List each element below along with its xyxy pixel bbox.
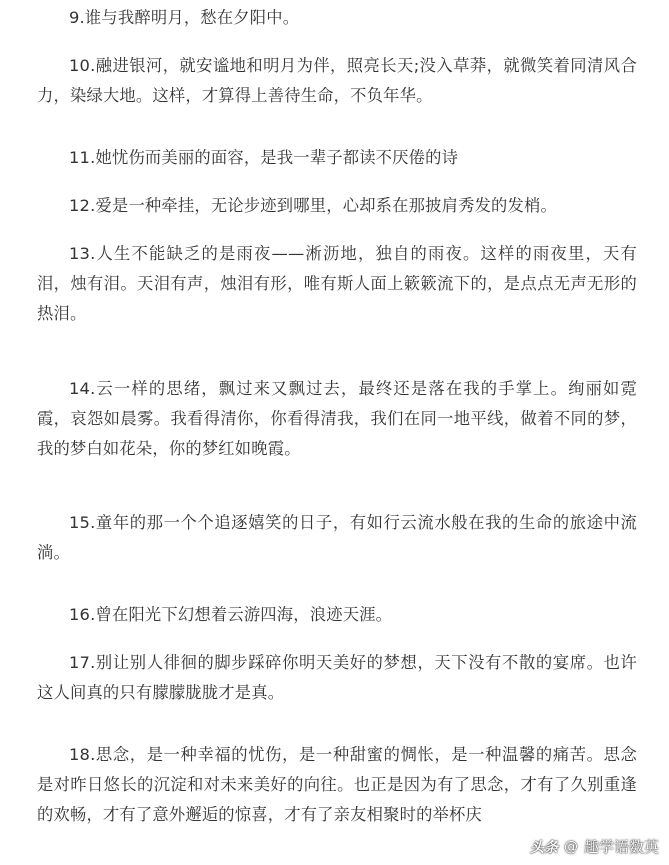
paragraph-9: 9.谁与我醉明月，愁在夕阳中。 [69, 8, 300, 27]
paragraph-14: 14.云一样的思绪，飘过来又飘过去，最终还是落在我的手掌上。绚丽如霓霞，哀怨如晨雾。我看得清你，你看得清我，我们在同一地平线，做着不同的梦，我的梦白如花朵，你的梦红如晚霞。 [37, 379, 637, 458]
watermark-brand: 头条 [529, 839, 558, 856]
paragraph-10: 10.融进银河，就安谧地和明月为伴，照亮长天;没入草莽，就微笑着同清风合力，染绿大地。这样，才算得上善待生命，不负年华。 [37, 56, 637, 105]
paragraph-15: 15.童年的那一个个追逐嬉笑的日子，有如行云流水般在我的生命的旅途中流淌。 [37, 513, 637, 562]
paragraph-17: 17.别让别人徘徊的脚步踩碎你明天美好的梦想，天下没有不散的宴席。也许这人间真的只有朦朦胧胧才是真。 [37, 653, 637, 702]
paragraph-12: 12.爱是一种牵挂，无论步迹到哪里，心却系在那披肩秀发的发梢。 [69, 196, 557, 215]
source-watermark [530, 836, 659, 857]
watermark-account: 趣学语数英 [583, 838, 659, 856]
paragraph-18: 18.思念，是一种幸福的忧伤，是一种甜蜜的惆怅，是一种温馨的痛苦。思念是对昨日悠长的沉淀和对未来美好的向往。也正是因为有了思念，才有了久别重逢的欢畅，才有了意外邂逅的惊喜，才有了亲友相聚时的举杯庆 [37, 745, 637, 824]
paragraph-13: 13.人生不能缺乏的是雨夜——淅沥地，独自的雨夜。这样的雨夜里，天有泪，烛有泪。天泪有声，烛泪有形，唯有斯人面上簌簌流下的，是点点无声无形的热泪。 [37, 244, 637, 323]
paragraph-11: 11.她忧伤而美丽的面容，是我一辈子都读不厌倦的诗 [69, 148, 459, 167]
paragraph-16: 16.曾在阳光下幻想着云游四海，浪迹天涯。 [69, 605, 393, 624]
watermark-at-symbol: @ [563, 838, 578, 855]
